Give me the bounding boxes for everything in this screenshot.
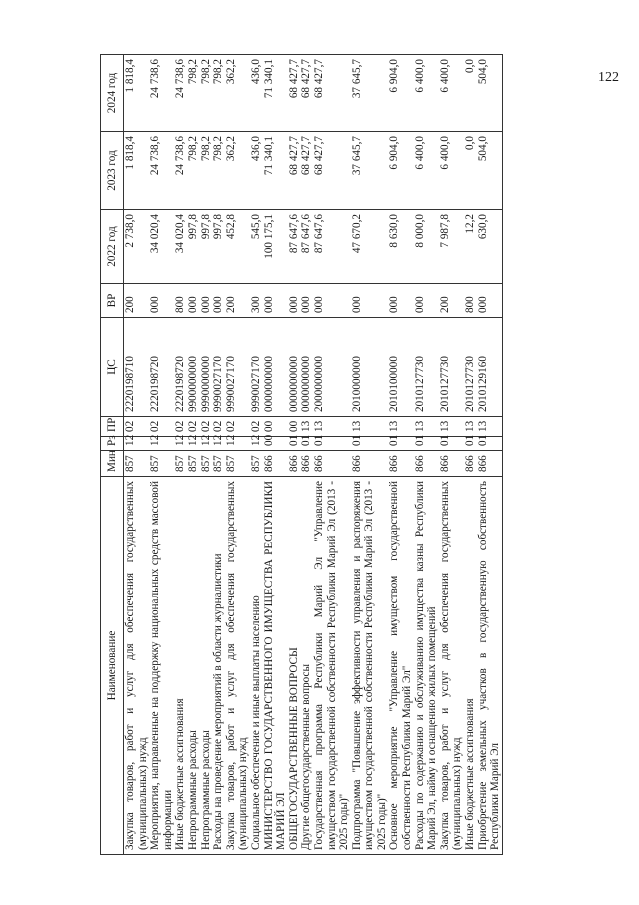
vr-cell: 000 (388, 284, 413, 318)
min-cell: 866 (300, 451, 313, 477)
name-cell: Подпрограмма "Повышение эффективности управления и распоряжения имуществом государственной собственности Республики Марий Эл (2013 - 2025 годы)" (351, 477, 389, 855)
vr-cell: 200 (439, 284, 464, 318)
vr-cell: 000 (351, 284, 389, 318)
rz-cell: 12 (225, 437, 250, 451)
value-2024-cell: 362,2 (225, 55, 250, 132)
table-row (313, 55, 351, 855)
budget-table (100, 54, 503, 855)
name-cell: Закупка товаров, работ и услуг для обеспечения государственных (муниципальных) нужд (124, 477, 150, 855)
cs-cell: 9990027170 (212, 318, 225, 417)
pr-cell: 13 (300, 417, 313, 437)
min-cell: 857 (250, 451, 263, 477)
value-2023-cell: 798,2 (212, 132, 225, 210)
cs-cell: 9990027170 (225, 318, 250, 417)
table-row (149, 55, 174, 855)
cs-cell: 2010000000 (351, 318, 389, 417)
header-min: Мин (101, 451, 124, 477)
name-cell: Непрограммные расходы (187, 477, 200, 855)
name-cell: Мероприятия, направленные на поддержку национальных средств массовой информации (149, 477, 174, 855)
min-cell: 866 (351, 451, 389, 477)
rz-cell: 01 (439, 437, 464, 451)
min-cell: 866 (464, 451, 477, 477)
pr-cell: 13 (388, 417, 413, 437)
value-2023-cell: 1 818,4 (124, 132, 150, 210)
pr-cell: 13 (439, 417, 464, 437)
min-cell: 866 (439, 451, 464, 477)
value-2024-cell: 798,2 (212, 55, 225, 132)
pr-cell: 02 (187, 417, 200, 437)
vr-cell: 200 (124, 284, 150, 318)
vr-cell: 300 (250, 284, 263, 318)
value-2022-cell: 545,0 (250, 210, 263, 284)
table-row (300, 55, 313, 855)
value-2024-cell: 71 340,1 (263, 55, 288, 132)
value-2022-cell: 8 000,0 (414, 210, 439, 284)
rz-cell: 01 (477, 437, 503, 451)
value-2023-cell: 37 645,7 (351, 132, 389, 210)
value-2024-cell: 68 427,7 (288, 55, 301, 132)
vr-cell: 000 (313, 284, 351, 318)
value-2023-cell: 0,0 (464, 132, 477, 210)
name-cell: Закупка товаров, работ и услуг для обеспечения государственных (муниципальных) нужд (439, 477, 464, 855)
rz-cell: 01 (288, 437, 301, 451)
value-2023-cell: 6 904,0 (388, 132, 413, 210)
value-2023-cell: 798,2 (200, 132, 213, 210)
table-row (250, 55, 263, 855)
vr-cell: 800 (174, 284, 187, 318)
value-2024-cell: 24 738,6 (149, 55, 174, 132)
cs-cell: 9900000000 (187, 318, 200, 417)
value-2023-cell: 436,0 (250, 132, 263, 210)
header-2024: 2024 год (101, 55, 124, 132)
pr-cell: 13 (464, 417, 477, 437)
header-2023: 2023 год (101, 132, 124, 210)
name-cell: Расходы по содержанию и обслуживанию имущества казны Республики Марий Эл, найму и оснащению жилых помещений (414, 477, 439, 855)
value-2022-cell: 997,8 (200, 210, 213, 284)
cs-cell: 2220198720 (149, 318, 174, 417)
pr-cell: 02 (124, 417, 150, 437)
value-2022-cell: 452,8 (225, 210, 250, 284)
min-cell: 857 (149, 451, 174, 477)
rz-cell: 01 (414, 437, 439, 451)
vr-cell: 000 (263, 284, 288, 318)
value-2022-cell: 87 647,6 (313, 210, 351, 284)
cs-cell: 2010127730 (464, 318, 477, 417)
value-2023-cell: 68 427,7 (313, 132, 351, 210)
rz-cell: 12 (250, 437, 263, 451)
pr-cell: 13 (313, 417, 351, 437)
pr-cell: 00 (263, 417, 288, 437)
rz-cell: 12 (187, 437, 200, 451)
table-row (124, 55, 150, 855)
value-2022-cell: 47 670,2 (351, 210, 389, 284)
page-number: 122 (598, 70, 619, 85)
pr-cell: 02 (225, 417, 250, 437)
value-2024-cell: 6 400,0 (439, 55, 464, 132)
value-2023-cell: 362,2 (225, 132, 250, 210)
name-cell: Социальное обеспечение и иные выплаты населению (250, 477, 263, 855)
budget-table-page (100, 55, 620, 855)
cs-cell: 0000000000 (300, 318, 313, 417)
cs-cell: 2010100000 (388, 318, 413, 417)
min-cell: 857 (174, 451, 187, 477)
rz-cell: 00 (263, 437, 288, 451)
table-row (414, 55, 439, 855)
pr-cell: 02 (250, 417, 263, 437)
value-2024-cell: 68 427,7 (313, 55, 351, 132)
value-2023-cell: 6 400,0 (439, 132, 464, 210)
min-cell: 866 (414, 451, 439, 477)
value-2022-cell: 34 020,4 (174, 210, 187, 284)
value-2022-cell: 8 630,0 (388, 210, 413, 284)
vr-cell: 000 (477, 284, 503, 318)
cs-cell: 2010127730 (414, 318, 439, 417)
vr-cell: 000 (212, 284, 225, 318)
name-cell: Иные бюджетные ассигнования (174, 477, 187, 855)
value-2024-cell: 504,0 (477, 55, 503, 132)
table-body (124, 55, 503, 855)
table-row (288, 55, 301, 855)
cs-cell: 9990027170 (250, 318, 263, 417)
value-2023-cell: 68 427,7 (300, 132, 313, 210)
value-2024-cell: 798,2 (187, 55, 200, 132)
value-2022-cell: 997,8 (212, 210, 225, 284)
pr-cell: 13 (477, 417, 503, 437)
value-2024-cell: 6 400,0 (414, 55, 439, 132)
table-row (388, 55, 413, 855)
header-cs: ЦС (101, 318, 124, 417)
vr-cell: 000 (149, 284, 174, 318)
cs-cell: 2000000000 (313, 318, 351, 417)
name-cell: Закупка товаров, работ и услуг для обеспечения государственных (муниципальных) нужд (225, 477, 250, 855)
table-row (212, 55, 225, 855)
rz-cell: 01 (351, 437, 389, 451)
value-2022-cell: 100 175,1 (263, 210, 288, 284)
cs-cell: 0000000000 (263, 318, 288, 417)
name-cell: Государственная программа Республики Марий Эл "Управление имуществом государственной собственности Республики Марий Эл (2013 - 2025 годы)" (313, 477, 351, 855)
name-cell: Основное мероприятие "Управление имуществом государственной собственности Республики Марий Эл" (388, 477, 413, 855)
vr-cell: 200 (225, 284, 250, 318)
pr-cell: 13 (414, 417, 439, 437)
min-cell: 857 (124, 451, 150, 477)
header-2022: 2022 год (101, 210, 124, 284)
rz-cell: 12 (212, 437, 225, 451)
table-row (187, 55, 200, 855)
rz-cell: 01 (300, 437, 313, 451)
value-2023-cell: 24 738,6 (149, 132, 174, 210)
header-vr: ВР (101, 284, 124, 318)
rz-cell: 12 (149, 437, 174, 451)
min-cell: 857 (212, 451, 225, 477)
pr-cell: 02 (149, 417, 174, 437)
rz-cell: 12 (200, 437, 213, 451)
value-2023-cell: 68 427,7 (288, 132, 301, 210)
value-2024-cell: 0,0 (464, 55, 477, 132)
table-row (174, 55, 187, 855)
value-2022-cell: 7 987,8 (439, 210, 464, 284)
rz-cell: 12 (174, 437, 187, 451)
name-cell: Приобретение земельных участков в государственную собственность Республики Марий Эл (477, 477, 503, 855)
name-cell: Расходы на проведение мероприятий в области журналистики (212, 477, 225, 855)
pr-cell: 02 (200, 417, 213, 437)
value-2022-cell: 87 647,6 (300, 210, 313, 284)
cs-cell: 2010127730 (439, 318, 464, 417)
cs-cell: 2220198720 (174, 318, 187, 417)
value-2023-cell: 798,2 (187, 132, 200, 210)
pr-cell: 02 (174, 417, 187, 437)
rz-cell: 01 (388, 437, 413, 451)
cs-cell: 2010129160 (477, 318, 503, 417)
header-rz: Рз (101, 437, 124, 451)
name-cell: Иные бюджетные ассигнования (464, 477, 477, 855)
table-row (263, 55, 288, 855)
value-2023-cell: 24 738,6 (174, 132, 187, 210)
value-2023-cell: 6 400,0 (414, 132, 439, 210)
table-row (477, 55, 503, 855)
value-2024-cell: 6 904,0 (388, 55, 413, 132)
value-2022-cell: 997,8 (187, 210, 200, 284)
vr-cell: 000 (414, 284, 439, 318)
min-cell: 866 (388, 451, 413, 477)
min-cell: 866 (477, 451, 503, 477)
pr-cell: 02 (212, 417, 225, 437)
header-pr: ПР (101, 417, 124, 437)
name-cell: Непрограммные расходы (200, 477, 213, 855)
vr-cell: 000 (300, 284, 313, 318)
min-cell: 857 (187, 451, 200, 477)
table-header-row (101, 55, 124, 855)
value-2024-cell: 68 427,7 (300, 55, 313, 132)
table-row (225, 55, 250, 855)
min-cell: 857 (200, 451, 213, 477)
value-2022-cell: 12,2 (464, 210, 477, 284)
min-cell: 866 (263, 451, 288, 477)
min-cell: 857 (225, 451, 250, 477)
vr-cell: 000 (288, 284, 301, 318)
value-2024-cell: 1 818,4 (124, 55, 150, 132)
cs-cell: 2220198710 (124, 318, 150, 417)
cs-cell: 0000000000 (288, 318, 301, 417)
vr-cell: 800 (464, 284, 477, 318)
name-cell: ОБЩЕГОСУДАРСТВЕННЫЕ ВОПРОСЫ (288, 477, 301, 855)
value-2022-cell: 87 647,6 (288, 210, 301, 284)
rz-cell: 01 (313, 437, 351, 451)
name-cell: МИНИСТЕРСТВО ГОСУДАРСТВЕННОГО ИМУЩЕСТВА РЕСПУБЛИКИ МАРИЙ ЭЛ (263, 477, 288, 855)
vr-cell: 000 (187, 284, 200, 318)
table-row (351, 55, 389, 855)
min-cell: 866 (288, 451, 301, 477)
pr-cell: 00 (288, 417, 301, 437)
value-2024-cell: 798,2 (200, 55, 213, 132)
value-2024-cell: 37 645,7 (351, 55, 389, 132)
table-row (200, 55, 213, 855)
table-row (464, 55, 477, 855)
name-cell: Другие общегосударственные вопросы (300, 477, 313, 855)
value-2022-cell: 630,0 (477, 210, 503, 284)
rz-cell: 12 (124, 437, 150, 451)
value-2022-cell: 34 020,4 (149, 210, 174, 284)
value-2022-cell: 2 738,0 (124, 210, 150, 284)
table-row (439, 55, 464, 855)
pr-cell: 13 (351, 417, 389, 437)
value-2024-cell: 24 738,6 (174, 55, 187, 132)
cs-cell: 9990000000 (200, 318, 213, 417)
min-cell: 866 (313, 451, 351, 477)
value-2024-cell: 436,0 (250, 55, 263, 132)
header-name: Наименование (101, 477, 124, 855)
vr-cell: 000 (200, 284, 213, 318)
rz-cell: 01 (464, 437, 477, 451)
value-2023-cell: 71 340,1 (263, 132, 288, 210)
value-2023-cell: 504,0 (477, 132, 503, 210)
